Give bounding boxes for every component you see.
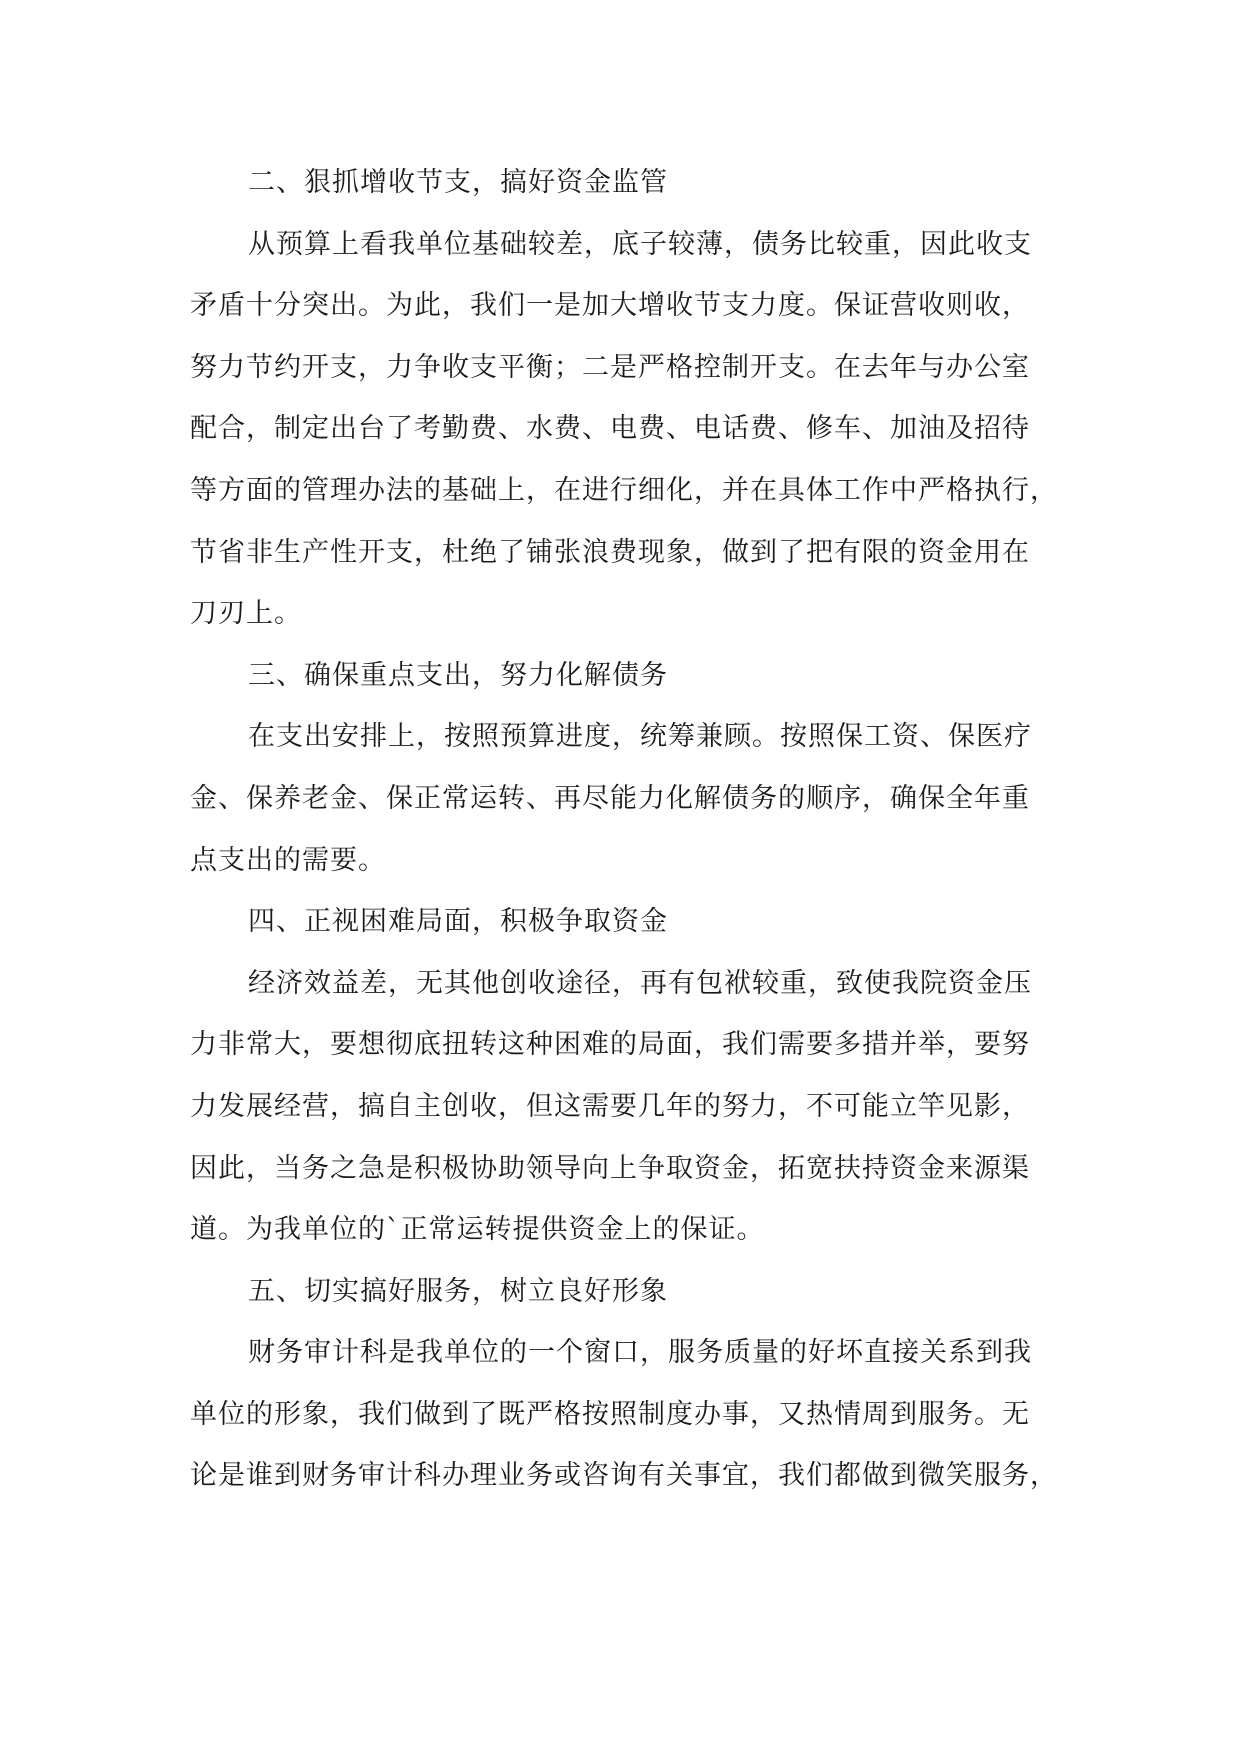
paragraph-line: 经济效益差，无其他创收途径，再有包袱较重，致使我院资金压 [248,967,1032,999]
paragraph-line: 在支出安排上，按照预算进度，统筹兼顾。按照保工资、保医疗 [248,721,1032,753]
paragraph-line: 力非常大，要想彻底扭转这种困难的局面，我们需要多措并举，要努 [190,1029,1030,1061]
paragraph-line: 努力节约开支，力争收支平衡；二是严格控制开支。在去年与办公室 [190,351,1030,383]
paragraph-line: 点支出的需要。 [190,844,386,876]
paragraph-line: 刀刃上。 [190,598,302,630]
paragraph-line: 金、保养老金、保正常运转、再尽能力化解债务的顺序，确保全年重 [190,782,1030,814]
section-heading: 五、切实搞好服务，树立良好形象 [248,1275,668,1307]
section-heading: 三、确保重点支出，努力化解债务 [248,659,668,691]
paragraph-line: 道。为我单位的`正常运转提供资金上的保证。 [190,1214,765,1246]
section-heading: 四、正视困难局面，积极争取资金 [248,906,668,938]
section-heading: 二、狠抓增收节支，搞好资金监管 [248,167,668,198]
document-page [190,152,1056,1507]
paragraph-line: 从预算上看我单位基础较差，底子较薄，债务比较重，因此收支 [248,228,1032,260]
paragraph-line: 因此，当务之急是积极协助领导向上争取资金，拓宽扶持资金来源渠 [190,1152,1030,1184]
paragraph-line: 节省非生产性开支，杜绝了铺张浪费现象，做到了把有限的资金用在 [190,536,1030,568]
paragraph-line: 论是谁到财务审计科办理业务或咨询有关事宜，我们都做到微笑服务， [190,1460,1058,1492]
paragraph-line: 配合，制定出台了考勤费、水费、电费、电话费、修车、加油及招待 [190,413,1030,445]
paragraph-line: 单位的形象，我们做到了既严格按照制度办事，又热情周到服务。无 [190,1398,1030,1430]
paragraph-line: 等方面的管理办法的基础上，在进行细化，并在具体工作中严格执行， [190,474,1058,506]
paragraph-line: 矛盾十分突出。为此，我们一是加大增收节支力度。保证营收则收， [190,290,1030,322]
paragraph-line: 力发展经营，搞自主创收，但这需要几年的努力，不可能立竿见影， [190,1090,1030,1122]
paragraph-line: 财务审计科是我单位的一个窗口，服务质量的好坏直接关系到我 [248,1337,1032,1369]
